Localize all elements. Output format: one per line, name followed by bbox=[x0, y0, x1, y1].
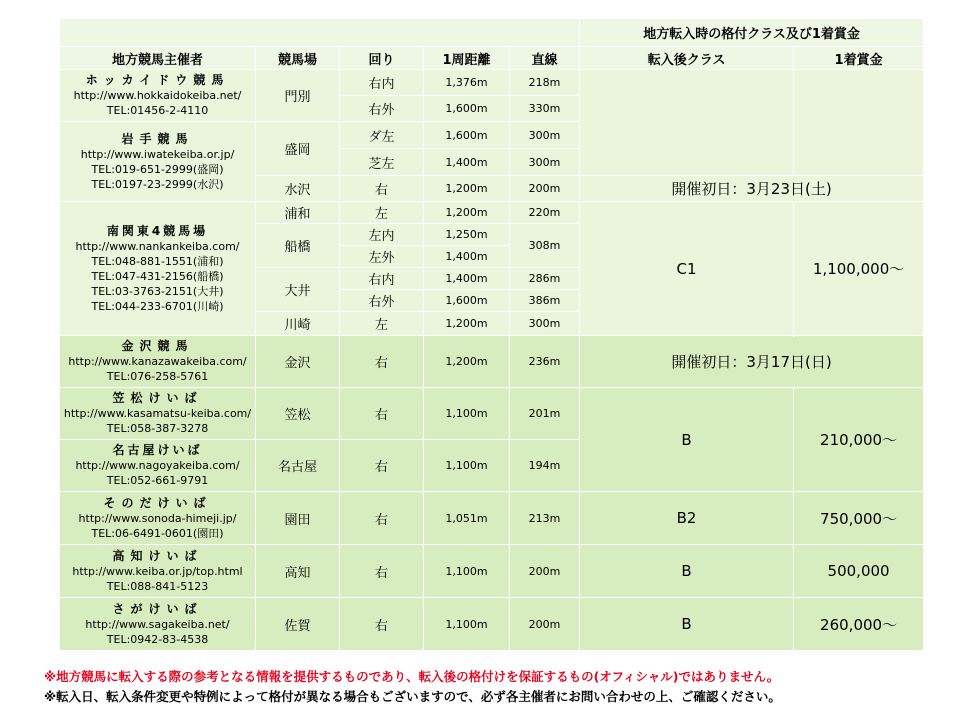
organizer-sonoda bbox=[60, 492, 256, 545]
distance-cell: 1,051m bbox=[424, 492, 510, 545]
organizer-hokkaido bbox=[60, 70, 256, 122]
track-name: 大井 bbox=[256, 268, 340, 312]
distance-cell: 1,600m bbox=[424, 122, 510, 149]
organizer-tel: TEL:076-258-5761 bbox=[106, 370, 209, 383]
track-name: 船橋 bbox=[256, 224, 340, 268]
organizer-url: http://www.kasamatsu-keiba.com/ bbox=[63, 407, 252, 420]
straight-cell: 300m bbox=[510, 122, 580, 149]
organizer-saga bbox=[60, 598, 256, 651]
direction-cell: 右 bbox=[340, 388, 424, 440]
organizer-tel: TEL:03-3763-2151(大井) bbox=[91, 284, 224, 298]
class-b2-sonoda: B2 bbox=[580, 492, 794, 545]
distance-cell: 1,400m bbox=[424, 268, 510, 290]
straight-cell: 220m bbox=[510, 202, 580, 224]
organizer-tel: TEL:019-651-2999(盛岡) bbox=[91, 162, 224, 176]
track-name: 名古屋 bbox=[256, 440, 340, 492]
organizer-tel: TEL:052-661-9791 bbox=[106, 474, 209, 487]
distance-cell: 1,376m bbox=[424, 70, 510, 96]
distance-cell: 1,600m bbox=[424, 96, 510, 122]
class-b-tokai: B bbox=[580, 388, 794, 492]
organizer-tel: TEL:047-431-2156(船橋) bbox=[91, 269, 224, 283]
straight-cell: 200m bbox=[510, 598, 580, 651]
organizer-url: http://www.sonoda-himeji.jp/ bbox=[78, 511, 237, 525]
distance-cell: 1,100m bbox=[424, 440, 510, 492]
opening-date-iwate: 開催初日：3月23日(土) bbox=[580, 176, 924, 202]
organizer-url: http://www.nagoyakeiba.com/ bbox=[75, 459, 240, 472]
col-header-class: 転入後クラス bbox=[580, 47, 794, 70]
footnotes bbox=[44, 667, 781, 707]
direction-cell: 右 bbox=[340, 176, 424, 202]
track-name: 金沢 bbox=[256, 336, 340, 388]
prize-kochi: 500,000 bbox=[794, 545, 924, 598]
organizer-tel: TEL:044-233-6701(川崎) bbox=[91, 299, 224, 313]
straight-cell: 200m bbox=[510, 176, 580, 202]
track-name: 盛岡 bbox=[256, 122, 340, 176]
direction-cell: 左 bbox=[340, 202, 424, 224]
organizer-name: 名古屋けいば bbox=[112, 443, 203, 457]
organizer-iwate bbox=[60, 122, 256, 202]
organizer-url: http://www.iwatekeiba.or.jp/ bbox=[80, 147, 235, 161]
col-header-distance: 1周距離 bbox=[424, 47, 510, 70]
organizer-url: http://www.sagakeiba.net/ bbox=[85, 617, 230, 631]
organizer-name: ホッカイドウ競馬 bbox=[85, 73, 230, 87]
direction-cell: 左内 bbox=[340, 224, 424, 246]
track-name: 園田 bbox=[256, 492, 340, 545]
col-header-prize: 1着賞金 bbox=[794, 47, 924, 70]
direction-cell: 右 bbox=[340, 598, 424, 651]
track-name: 佐賀 bbox=[256, 598, 340, 651]
organizer-name: そのだけいば bbox=[103, 495, 212, 510]
distance-cell: 1,250m bbox=[424, 224, 510, 246]
distance-cell: 1,200m bbox=[424, 202, 510, 224]
distance-cell: 1,100m bbox=[424, 598, 510, 651]
opening-date-kanazawa: 開催初日：3月17日(日) bbox=[580, 336, 924, 388]
class-b-kochi: B bbox=[580, 545, 794, 598]
direction-cell: 右外 bbox=[340, 96, 424, 122]
organizer-name: さがけいば bbox=[112, 601, 203, 616]
col-header-organizer: 地方競馬主催者 bbox=[60, 47, 256, 70]
organizer-tel: TEL:01456-2-4110 bbox=[106, 104, 209, 117]
direction-cell: 右 bbox=[340, 336, 424, 388]
straight-cell: 213m bbox=[510, 492, 580, 545]
organizer-tel: TEL:0942-83-4538 bbox=[106, 632, 209, 646]
organizer-tel: TEL:048-881-1551(浦和) bbox=[91, 254, 224, 268]
direction-cell: 右 bbox=[340, 440, 424, 492]
class-c1: C1 bbox=[580, 202, 794, 336]
organizer-url: http://www.keiba.or.jp/top.html bbox=[72, 564, 243, 578]
prize-c1: 1,100,000～ bbox=[794, 202, 924, 336]
organizer-kanazawa bbox=[60, 336, 256, 388]
track-name: 浦和 bbox=[256, 202, 340, 224]
prize-cell-empty bbox=[794, 70, 924, 176]
straight-cell: 300m bbox=[510, 149, 580, 176]
straight-cell: 201m bbox=[510, 388, 580, 440]
direction-cell: 右外 bbox=[340, 290, 424, 312]
distance-cell: 1,200m bbox=[424, 176, 510, 202]
organizer-tel: TEL:0197-23-2999(水沢) bbox=[91, 177, 224, 191]
direction-cell: 芝左 bbox=[340, 149, 424, 176]
direction-cell: 右内 bbox=[340, 70, 424, 96]
distance-cell: 1,200m bbox=[424, 336, 510, 388]
organizer-tel: TEL:06-6491-0601(園田) bbox=[91, 526, 224, 540]
straight-cell: 286m bbox=[510, 268, 580, 290]
header-blank bbox=[60, 19, 580, 47]
straight-cell: 194m bbox=[510, 440, 580, 492]
direction-cell: 左 bbox=[340, 312, 424, 336]
track-name: 笠松 bbox=[256, 388, 340, 440]
organizer-name: 高知けいば bbox=[112, 548, 203, 563]
prize-sonoda: 750,000～ bbox=[794, 492, 924, 545]
organizer-tel: TEL:088-841-5123 bbox=[106, 579, 209, 593]
track-name: 川崎 bbox=[256, 312, 340, 336]
organizer-url: http://www.kanazawakeiba.com/ bbox=[68, 355, 247, 368]
distance-cell: 1,100m bbox=[424, 545, 510, 598]
straight-cell: 236m bbox=[510, 336, 580, 388]
organizer-name: 金沢競馬 bbox=[121, 339, 194, 353]
header-group-title: 地方転入時の格付クラス及び1着賞金 bbox=[580, 19, 924, 47]
straight-cell: 300m bbox=[510, 312, 580, 336]
straight-cell: 200m bbox=[510, 545, 580, 598]
col-header-direction: 回り bbox=[340, 47, 424, 70]
organizer-minami-kanto bbox=[60, 202, 256, 336]
distance-cell: 1,200m bbox=[424, 312, 510, 336]
prize-tokai: 210,000～ bbox=[794, 388, 924, 492]
distance-cell: 1,100m bbox=[424, 388, 510, 440]
straight-cell: 386m bbox=[510, 290, 580, 312]
organizer-name: 岩手競馬 bbox=[121, 131, 194, 146]
straight-cell: 308m bbox=[510, 224, 580, 268]
direction-cell: ダ左 bbox=[340, 122, 424, 149]
organizer-name: 南関東4競馬場 bbox=[106, 223, 209, 238]
footnote-contact: ※転入日、転入条件変更や特例によって格付が異なる場合もございますので、必ず各主催者にお問い合わせの上、ご確認ください。 bbox=[44, 689, 781, 704]
direction-cell: 右 bbox=[340, 545, 424, 598]
organizer-nagoya bbox=[60, 440, 256, 492]
col-header-track: 競馬場 bbox=[256, 47, 340, 70]
class-cell-empty bbox=[580, 70, 794, 176]
direction-cell: 左外 bbox=[340, 246, 424, 268]
col-header-straight: 直線 bbox=[510, 47, 580, 70]
organizer-tel: TEL:058-387-3278 bbox=[106, 422, 209, 435]
organizer-url: http://www.nankankeiba.com/ bbox=[75, 239, 240, 253]
direction-cell: 右 bbox=[340, 492, 424, 545]
organizer-kasamatsu bbox=[60, 388, 256, 440]
transfer-class-table bbox=[59, 18, 924, 651]
track-name: 水沢 bbox=[256, 176, 340, 202]
organizer-url: http://www.hokkaidokeiba.net/ bbox=[73, 89, 242, 102]
class-b-saga: B bbox=[580, 598, 794, 651]
distance-cell: 1,600m bbox=[424, 290, 510, 312]
prize-saga: 260,000～ bbox=[794, 598, 924, 651]
distance-cell: 1,400m bbox=[424, 246, 510, 268]
straight-cell: 218m bbox=[510, 70, 580, 96]
organizer-name: 笠松けいば bbox=[112, 391, 203, 405]
track-name: 高知 bbox=[256, 545, 340, 598]
track-name: 門別 bbox=[256, 70, 340, 122]
direction-cell: 右内 bbox=[340, 268, 424, 290]
footnote-disclaimer: ※地方競馬に転入する際の参考となる情報を提供するものであり、転入後の格付けを保証するもの(オフィシャル)ではありません。 bbox=[44, 669, 780, 684]
distance-cell: 1,400m bbox=[424, 149, 510, 176]
straight-cell: 330m bbox=[510, 96, 580, 122]
organizer-kochi bbox=[60, 545, 256, 598]
